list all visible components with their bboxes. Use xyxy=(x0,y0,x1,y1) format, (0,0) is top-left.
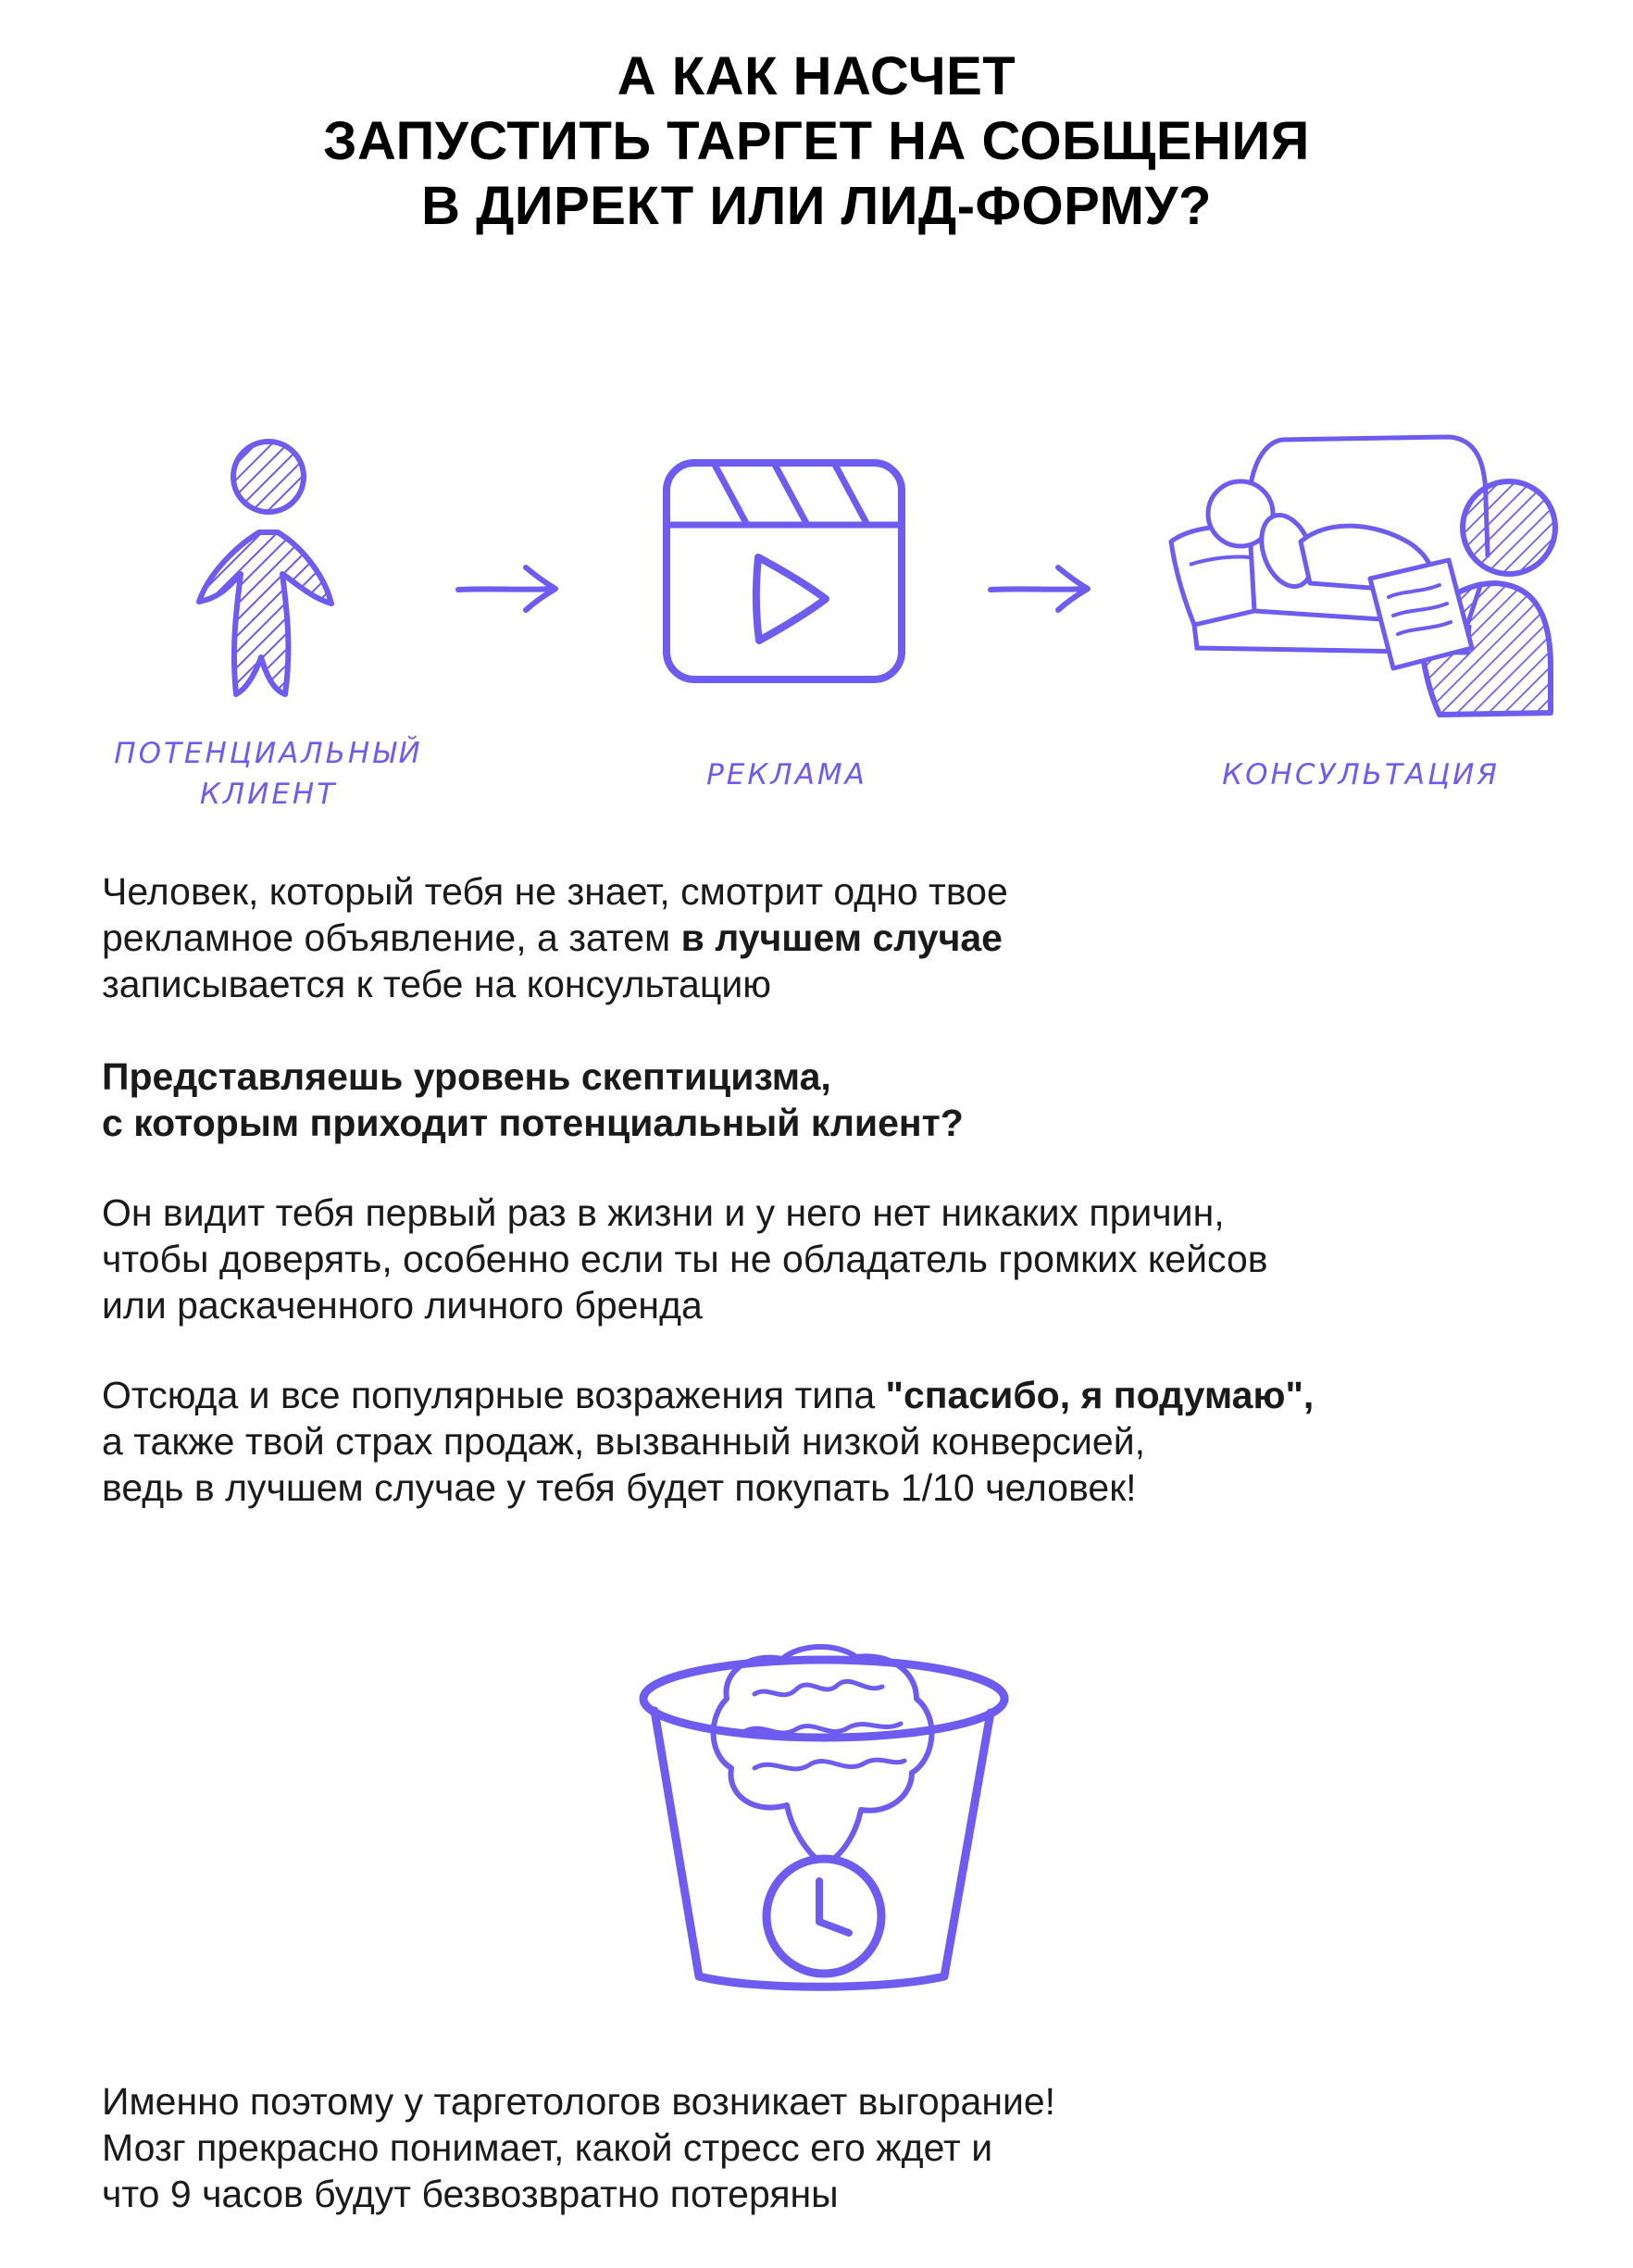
p1-line-1: Человек, который тебя не знает, смотрит одно твое xyxy=(102,870,1008,913)
paragraph-question xyxy=(102,1053,1583,1146)
title-line-1: А КАК НАСЧЕТ xyxy=(617,46,1016,106)
p1-line-2: рекламное объявление, а затем в лучшем случае xyxy=(102,916,1003,959)
arrow-right-icon xyxy=(986,560,1097,616)
page-title xyxy=(0,44,1633,239)
p1-emphasis: в лучшем случае xyxy=(680,916,1003,959)
arrow-right-icon xyxy=(454,560,565,616)
p2-line-2: с которым приходит потенциальный клиент? xyxy=(102,1102,964,1144)
person-icon xyxy=(185,435,343,713)
paragraph-burnout xyxy=(102,2078,1583,2217)
title-line-2: ЗАПУСТИТЬ ТАРГЕТ НА СОБЩЕНИЯ xyxy=(323,111,1310,171)
p5-line-2: Мозг прекрасно понимает, какой стресс его ждет и xyxy=(102,2126,993,2169)
consultation-sofa-icon xyxy=(1162,426,1560,722)
p3-line-3: или раскаченного личного бренда xyxy=(102,1284,703,1327)
video-clapper-icon xyxy=(659,455,909,687)
paragraph-trust xyxy=(102,1190,1583,1328)
p4-line-3: ведь в лучшем случае у тебя будет покупать 1/10 человек! xyxy=(102,1466,1137,1509)
brain-bucket-clock-icon xyxy=(634,1639,1023,2009)
paragraph-objections xyxy=(102,1372,1583,1511)
flow-caption-consultation: КОНСУЛЬТАЦИЯ xyxy=(1222,758,1500,791)
p4-emphasis: "спасибо, я подумаю", xyxy=(885,1374,1315,1416)
p4-line-1: Отсюда и все популярные возражения типа "спасибо, я подумаю", xyxy=(102,1374,1315,1416)
title-line-3: В ДИРЕКТ ИЛИ ЛИД-ФОРМУ? xyxy=(421,176,1212,236)
paragraph-intro xyxy=(102,868,1583,1007)
flow-caption-ad: РЕКЛАМА xyxy=(706,758,867,791)
p1-line-3: записывается к тебе на консультацию xyxy=(102,963,771,1005)
p4-line-2: а также твой страх продаж, вызванный низкой конверсией, xyxy=(102,1420,1145,1463)
flow-caption-client: ПОТЕНЦИАЛЬНЫЙ КЛИЕНТ xyxy=(114,737,423,811)
p5-line-1: Именно поэтому у таргетологов возникает выгорание! xyxy=(102,2080,1056,2123)
p5-line-3: что 9 часов будут безвозвратно потеряны xyxy=(102,2173,839,2215)
p3-line-1: Он видит тебя первый раз в жизни и у него нет никаких причин, xyxy=(102,1191,1225,1234)
p3-line-2: чтобы доверять, особенно если ты не обладатель громких кейсов xyxy=(102,1238,1268,1280)
p2-line-1: Представляешь уровень скептицизма, xyxy=(102,1055,831,1098)
